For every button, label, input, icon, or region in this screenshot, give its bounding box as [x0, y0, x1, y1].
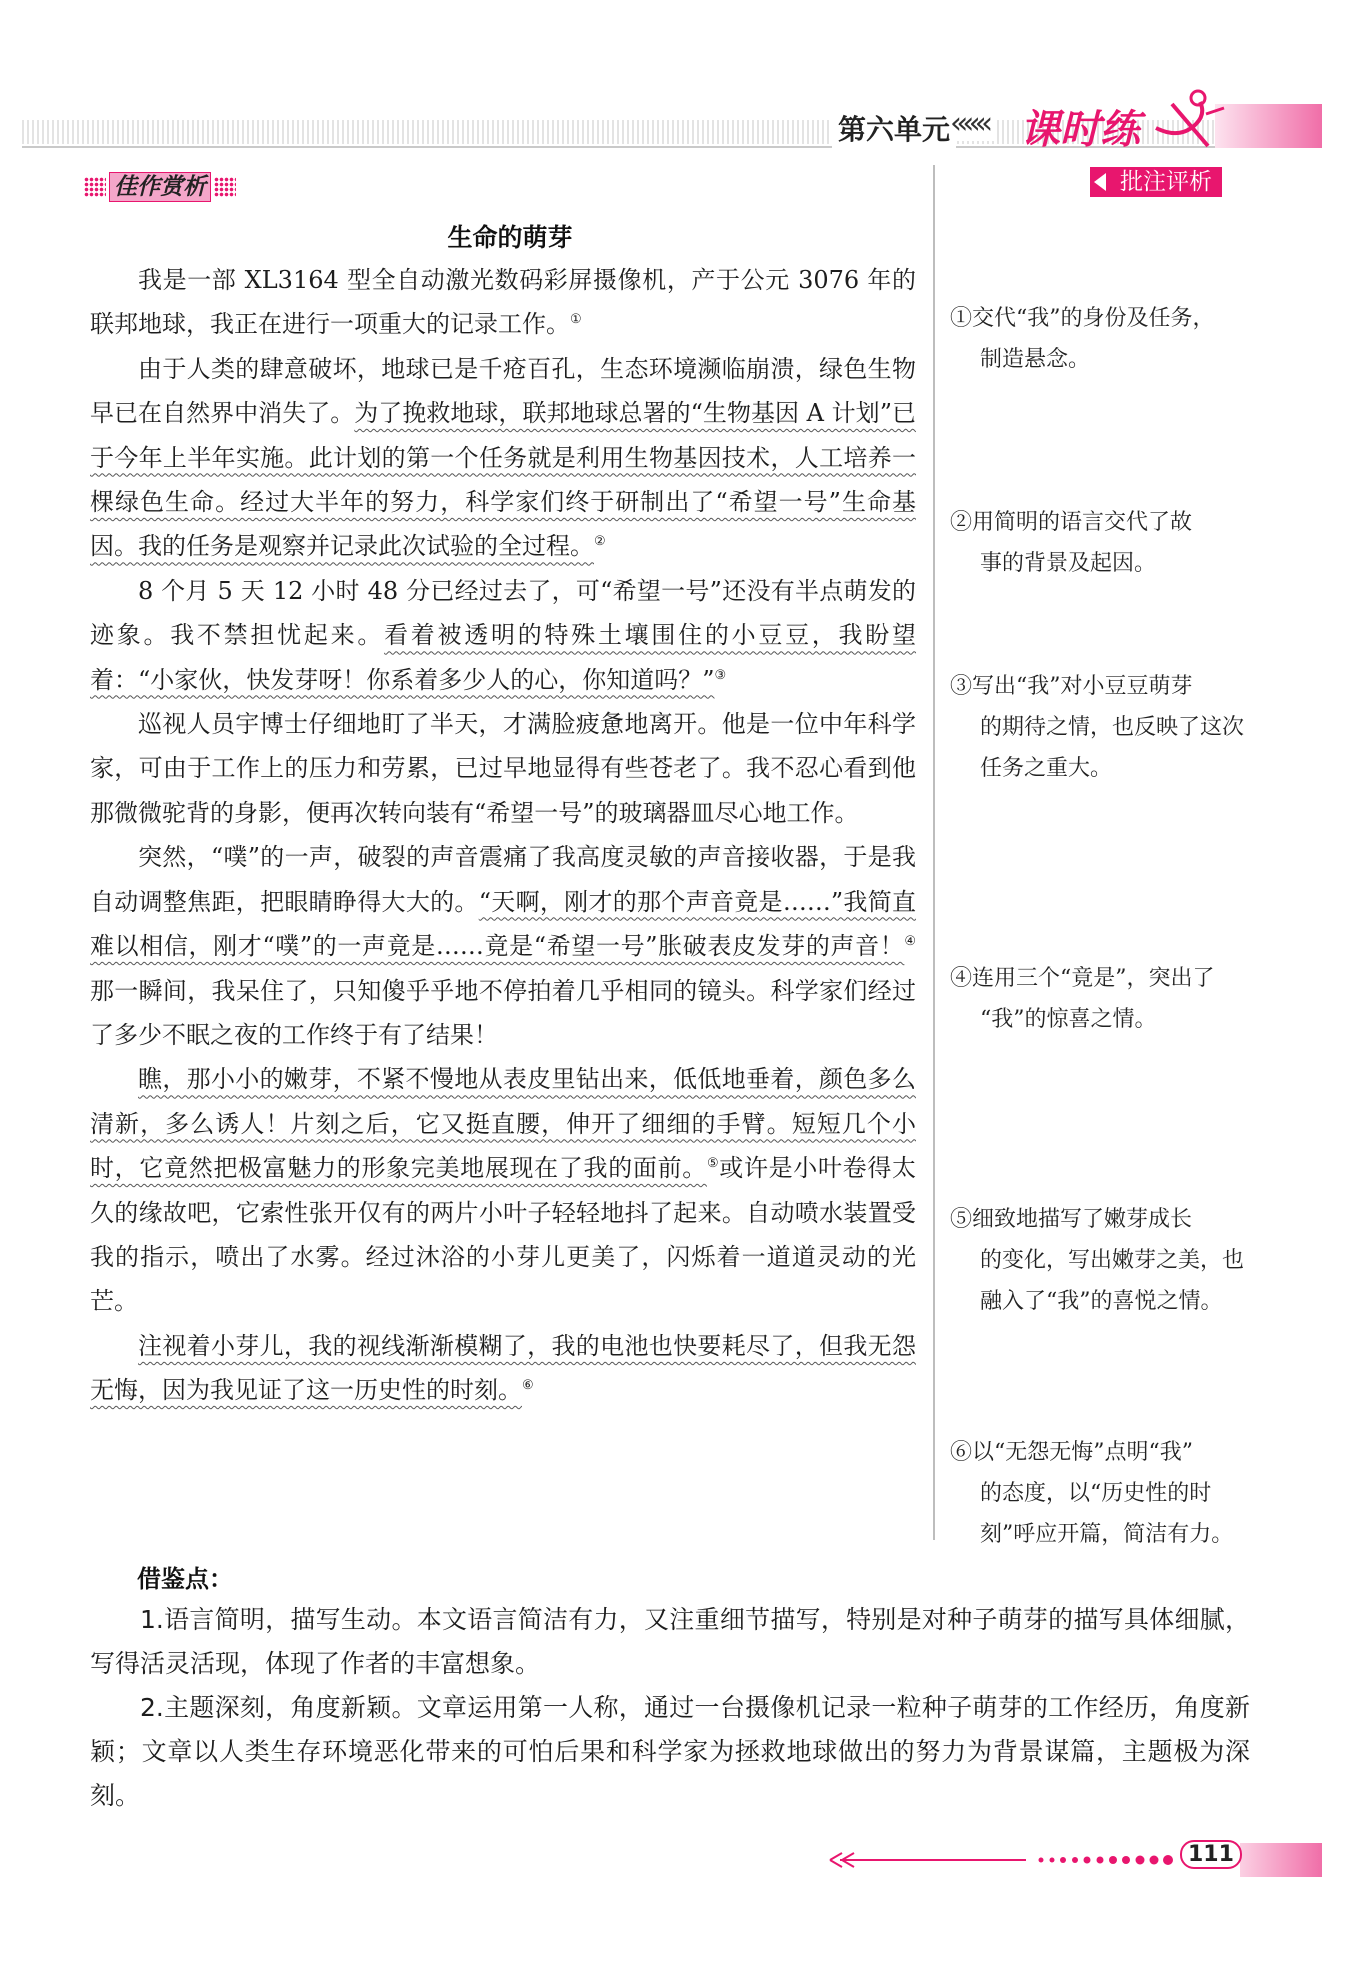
- annotation-marker: ②: [594, 534, 606, 550]
- annotation-marker: ⑥: [522, 1378, 534, 1394]
- paragraph: 突然，“噗”的一声，破裂的声音震痛了我高度灵敏的声音接收器，于是我自动调整焦距，把眼睛睁得大大的。“天啊，刚才的那个声音竟是……”我简直难以相信，刚才“噗”的一声竟是……竟是“希望一号”胀破表皮发芽的声音！④那一瞬间，我呆住了，只知傻乎乎地不停拍着几乎相同的镜头。科学家们经过了多少不眠之夜的工作终于有了结果！: [90, 843, 916, 1049]
- annotation-note: ⑤细致地描写了嫩芽成长 的变化，写出嫩芽之美，也融入了“我”的喜悦之情。: [950, 1207, 1245, 1314]
- column-divider: [933, 165, 935, 1540]
- takeaways-body: [90, 1598, 1250, 1818]
- section-label-text: 佳作赏析: [109, 172, 211, 202]
- takeaway-item: 2.主题深刻，角度新颖。文章运用第一人称，通过一台摄像机记录一粒种子萌芽的工作经历，角度新颖；文章以人类生存环境恶化带来的可怕后果和科学家为拯救地球做出的努力为背景谋篇，主题极为深刻。: [90, 1693, 1250, 1810]
- arrow-left-icon: [1090, 167, 1116, 197]
- paragraph: 由于人类的肆意破坏，地球已是千疮百孔，生态环境濒临崩溃，绿色生物早已在自然界中消失了。为了挽救地球，联邦地球总署的“生物基因 A 计划”已于今年上半年实施。此计划的第一个任务就是利用生物基因技术，人工培养一棵绿色生命。经过大半年的努力，科学家们终于研制出了“希望一号”生命基因。我的任务是观察并记录此次试验的全过程。②: [90, 354, 916, 561]
- underlined-passage: 瞧，那小小的嫩芽，不紧不慢地从表皮里钻出来，低低地垂着，颜色多么清新，多么诱人！片刻之后，它又挺直腰，伸开了细细的手臂。短短几个小时，它竟然把极富魅力的形象完美地展现在了我的面前。: [90, 1065, 916, 1183]
- annotation-marker: ④: [904, 934, 916, 950]
- paragraph: 瞧，那小小的嫩芽，不紧不慢地从表皮里钻出来，低低地垂着，颜色多么清新，多么诱人！片刻之后，它又挺直腰，伸开了细细的手臂。短短几个小时，它竟然把极富魅力的形象完美地展现在了我的面前。⑤或许是小叶卷得太久的缘故吧，它索性张开仅有的两片小叶子轻轻地抖了起来。自动喷水装置受我的指示，喷出了水雾。经过沐浴的小芽儿更美了，闪烁着一道道灵动的光芒。: [90, 1065, 917, 1316]
- paragraph: 我是一部 XL3164 型全自动激光数码彩屏摄像机，产于公元 3076 年的联邦地球，我正在进行一项重大的记录工作。①: [90, 266, 916, 339]
- underlined-passage: 为了挽救地球，联邦地球总署的“生物基因 A 计划”已于今年上半年实施。此计划的第一个任务就是利用生物基因技术，人工培养一棵绿色生命。经过大半年的努力，科学家们终于研制出了“希望一号”生命基因。我的任务是观察并记录此次试验的全过程。: [90, 399, 916, 561]
- annotation-marker: ⑤: [706, 1156, 720, 1172]
- annotation-header-text: 批注评析: [1116, 167, 1222, 197]
- header-pink-block: [1215, 104, 1322, 148]
- underlined-passage: “天啊，刚才的那个声音竟是……”我简直难以相信，刚才“噗”的一声竟是……竟是“希望一号”胀破表皮发芽的声音！: [90, 887, 916, 961]
- unit-label: 第六单元: [832, 108, 956, 148]
- chevron-icon: «««: [950, 106, 997, 141]
- brand-swoosh-icon: [1150, 84, 1230, 154]
- paragraph: 8 个月 5 天 12 小时 48 分已经过去了，可“希望一号”还没有半点萌发的迹象。我不禁担忧起来。看着被透明的特殊土壤围住的小豆豆，我盼望着：“小家伙，快发芽呀！你系着多少人的心，你知道吗？”③: [90, 576, 917, 694]
- annotation-note: ②用简明的语言交代了故 事的背景及起因。: [950, 510, 1193, 576]
- annotation-marker: ①: [570, 312, 582, 328]
- annotation-note: ①交代“我”的身份及任务， 制造悬念。: [950, 306, 1215, 372]
- takeaways-label: 借鉴点：: [137, 1565, 233, 1593]
- annotation-marker: ③: [714, 667, 727, 683]
- underlined-passage: 注视着小芽儿，我的视线渐渐模糊了，我的电池也快要耗尽了，但我无怨无悔，因为我见证了这一历史性的时刻。: [90, 1331, 916, 1405]
- section-label: [84, 172, 236, 202]
- annotation-note: ⑥以“无怨无悔”点明“我” 的态度，以“历史性的时刻”呼应开篇，简洁有力。: [950, 1440, 1234, 1547]
- annotation-note: ④连用三个“竟是”，突出了 “我”的惊喜之情。: [950, 966, 1215, 1032]
- annotation-note: ③写出“我”对小豆豆萌芽 的期待之情，也反映了这次任务之重大。: [950, 674, 1245, 781]
- paragraph: 巡视人员宇博士仔细地盯了半天，才满脸疲惫地离开。他是一位中年科学家，可由于工作上的压力和劳累，已过早地显得有些苍老了。我不忍心看到他那微微驼背的身影，便再次转向装有“希望一号”的玻璃器皿尽心地工作。: [90, 710, 916, 827]
- paragraph: [90, 1324, 916, 1413]
- dots-decoration-icon: [214, 177, 236, 197]
- dots-decoration-icon: [84, 177, 106, 197]
- brand-logo-text: 课时练: [1020, 107, 1140, 153]
- takeaway-item: 1.语言简明，描写生动。本文语言简洁有力，又注重细节描写，特别是对种子萌芽的描写具体细腻，写得活灵活现，体现了作者的丰富想象。: [90, 1605, 1250, 1678]
- article-body: [90, 258, 916, 1413]
- underlined-passage: 看着被透明的特殊土壤围住的小豆豆，我盼望着：“小家伙，快发芽呀！你系着多少人的心，你知道吗？”: [90, 621, 917, 694]
- article-title: 生命的萌芽: [447, 223, 573, 252]
- page-number: 111: [1180, 1840, 1242, 1869]
- annotation-header: [1090, 167, 1222, 197]
- footer-arrow-icon: [826, 1850, 1186, 1870]
- footer-pink-block: [1240, 1843, 1322, 1877]
